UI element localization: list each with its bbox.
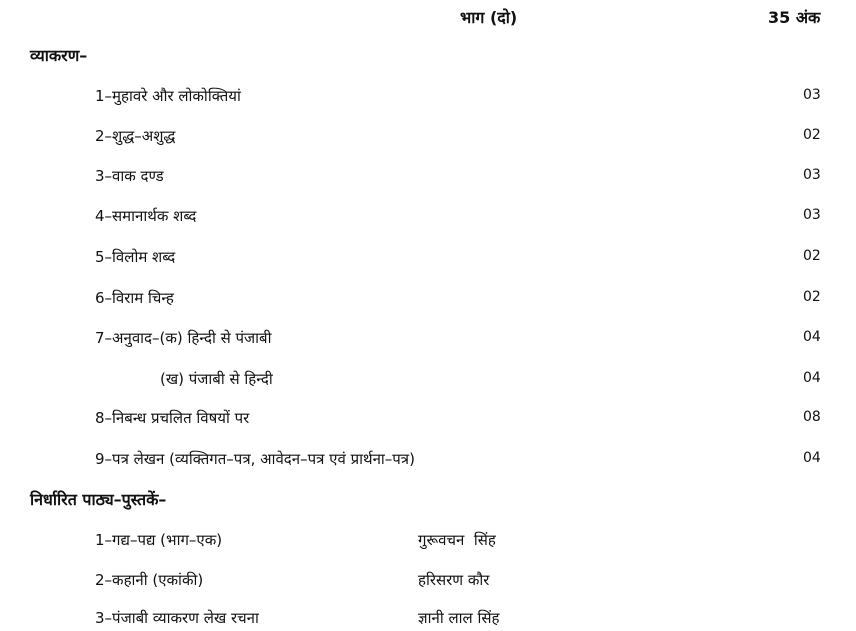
grammar-item-marks: 03 [803,167,821,183]
grammar-item-label: 4–समानार्थक शब्द [95,207,197,225]
grammar-item-label: 8–निबन्ध प्रचलित विषयों पर [95,409,250,427]
grammar-item-marks: 02 [803,248,821,264]
grammar-item-label: 9–पत्र लेखन (व्यक्तिगत–पत्र, आवेदन–पत्र एवं प्रार्थना–पत्र) [95,450,415,468]
grammar-item-marks: 04 [803,450,821,466]
grammar-item-marks: 03 [803,207,821,223]
grammar-item-marks: 04 [803,370,821,386]
book-author: ज्ञानी लाल सिंह [418,609,500,627]
book-title: 2–कहानी (एकांकी) [95,571,204,589]
grammar-item-marks: 02 [803,127,821,143]
book-author: हरिसरण कौर [418,571,490,589]
grammar-item-label: (ख) पंजाबी से हिन्दी [160,370,273,388]
book-author: गुरूवचन सिंह [418,531,496,549]
grammar-item-marks: 02 [803,289,821,305]
grammar-item-label: 6–विराम चिन्ह [95,289,174,307]
grammar-heading: व्याकरण– [30,46,88,65]
total-marks: 35 अंक [768,8,821,27]
books-heading: निर्धारित पाठ्य–पुस्तकें– [30,490,167,509]
part-title: भाग (दो) [460,8,518,27]
grammar-item-label: 7–अनुवाद–(क) हिन्दी से पंजाबी [95,329,272,347]
book-title: 1–गद्य–पद्य (भाग–एक) [95,531,223,549]
grammar-item-marks: 03 [803,87,821,103]
book-title: 3–पंजाबी व्याकरण लेख रचना [95,609,259,627]
grammar-item-label: 3–वाक दण्ड [95,167,164,185]
grammar-item-marks: 04 [803,329,821,345]
grammar-item-label: 1–मुहावरे और लोकोक्तियां [95,87,241,105]
grammar-item-label: 5–विलोम शब्द [95,248,176,266]
grammar-item-label: 2–शुद्ध–अशुद्ध [95,127,176,145]
grammar-item-marks: 08 [803,409,821,425]
